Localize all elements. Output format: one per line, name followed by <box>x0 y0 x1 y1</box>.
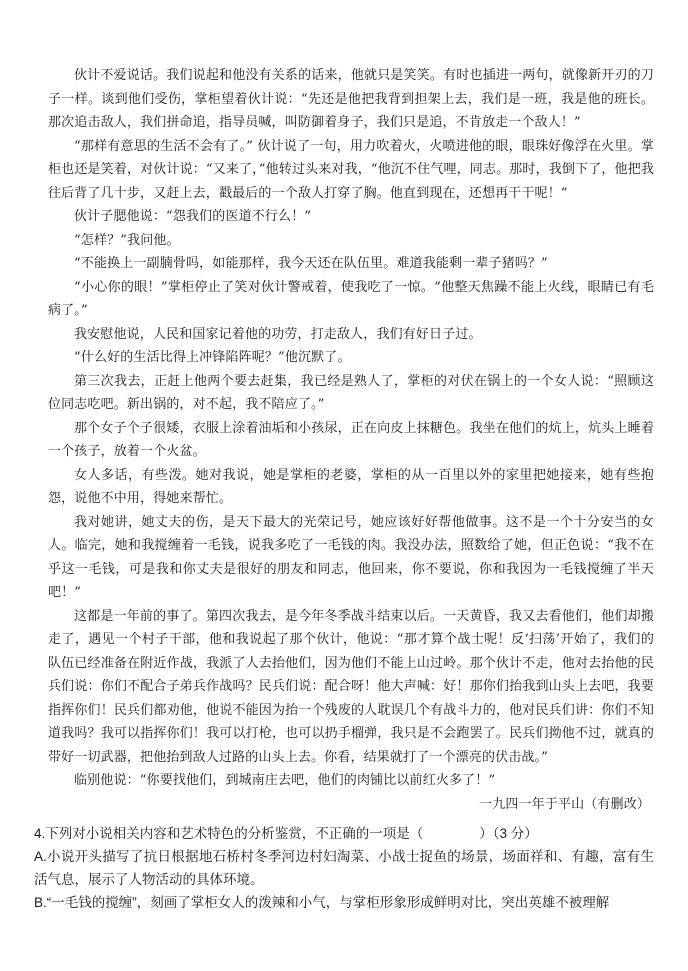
question-4-option-a: A.小说开头描写了抗日根据地石桥村冬季河边村妇淘菜、小战士捉鱼的场景，场面祥和、有趣，富有生活气息，展示了人物活动的具体环境。 <box>34 849 654 887</box>
question-4-stem-text: 4.下列对小说相关内容和艺术特色的分析鉴赏，不正确的一项是（ <box>34 826 424 841</box>
story-paragraph: 第三次我去，正赶上他两个要去赶集，我已经是熟人了，掌柜的对伏在锅上的一个女人说：“照顾这位同志吃吧。新出锅的，对不起，我不陪应了。” <box>48 373 654 412</box>
story-paragraph: 我安慰他说，人民和国家记着他的功劳，打走敌人，我们有好日子过。 <box>74 326 482 342</box>
story-paragraph: “怎样？”我问他。 <box>74 232 180 248</box>
question-4-stem <box>34 822 654 845</box>
story-paragraph: 伙计不爱说话。我们说起和他没有关系的话来，他就只是笑笑。有时也插进一两句，就像新开刃的刀子一样。谈到他们受伤，掌柜望着伙计说：“先还是他把我背到担架上去，我们是一班，我是他的班长。那次追击敌人，我们拼命追，指导员喊，叫防御着身子，我们只是追，不肯放走一个敌人！” <box>48 68 654 130</box>
story-paragraph: “什么好的生活比得上冲锋陷阵呢？”他沉默了。 <box>74 350 351 365</box>
story-paragraph: “那样有意思的生活不会有了。” 伙计说了一句，用力吹着火，火喷进他的眼，眼珠好像浮在火里。掌柜也还是笑着，对伙计说：“又来了，”他转过头来对我，“他沉不住气哩，同志。那时，我倒下了，他把我往后背了几十步，又赶上去，戳最后的一个敌人打穿了胸。他直到现在，还想再干干呢！” <box>48 138 654 201</box>
story-paragraph: 这都是一年前的事了。第四次我去，是今年冬季战斗结束以后。一天黄昏，我又去看他们，他们却搬走了，遇见一个村子干部，他和我说起了那个伙计，他说：“那才算个战士呢！反‘扫荡’开始了，我们的队伍已经准备在附近作战，我派了人去抬他们，因为他们不能上山过岭。那个伙计不走，他对去抬他的民兵们说：你们不配合子弟兵作战吗？民兵们说：配合呀！他大声喊：好！那你们抬我到山头上去吧，我要指挥你们！民兵们都劝他，他说不能因为抬一个残废的人耽误几个有战斗力的，他对民兵们讲：你们不知道我吗？我可以指挥你们！我可以打枪，也可以扔手榴弹，我只是不会跑罢了。民兵们拗他不过，就真的带好一切武器，把他抬到敌人过路的山头上去。你看，结果就打了一个漂亮的伏击战。” <box>48 608 654 765</box>
story-paragraph: 女人多话，有些泼。她对我说，她是掌柜的老婆，掌柜的从一百里以外的家里把她接来，她有些抱怨，说他不中用，得她来帮忙。 <box>48 467 654 506</box>
story-text <box>48 64 654 816</box>
story-paragraph: 临别他说：“你要找他们，到城南庄去吧，他们的肉铺比以前红火多了！” <box>74 773 496 788</box>
story-paragraph: “小心你的眼！”掌柜停止了笑对伙计警戒着，使我吃了一惊。“他整天焦躁不能上火线，眼睛已有毛病了。” <box>48 279 654 318</box>
story-paragraph: “不能换上一副腩骨吗，如能那样，我今天还在队伍里。难道我能剩一辈子猪吗？” <box>74 256 548 271</box>
question-4-option-b: B.“一毛钱的搅缠”，刻画了掌柜女人的泼辣和小气，与掌柜形象形成鲜明对比，突出英雄不被理解 <box>34 895 610 910</box>
story-paragraph: 那个女子个子很矮，衣服上涂着油垢和小孩尿，正在向皮上抹糖色。我坐在他们的炕上，炕头上睡着一个孩子，放着一个火盆。 <box>48 420 654 459</box>
story-paragraph: 伙计子腮他说：“怨我们的医道不行么！” <box>74 209 312 224</box>
question-4-score: ）（3 分） <box>479 826 538 841</box>
question-section <box>34 822 654 914</box>
story-dateline: 一九四一年于平山（有删改） <box>479 796 650 812</box>
story-paragraph: 我对她讲，她丈夫的伤，是天下最大的光荣记号，她应该好好帮他做事。这不是一个十分安当的女人。临完，她和我搅缠着一毛钱，说我多吃了一毛钱的肉。我没办法，照数给了她，但正色说：“我不在乎这一毛钱，可是我和你丈夫是很好的朋友和同志，他回来，你不要说，你和我因为一毛钱搅缠了半天吧！” <box>48 514 654 600</box>
